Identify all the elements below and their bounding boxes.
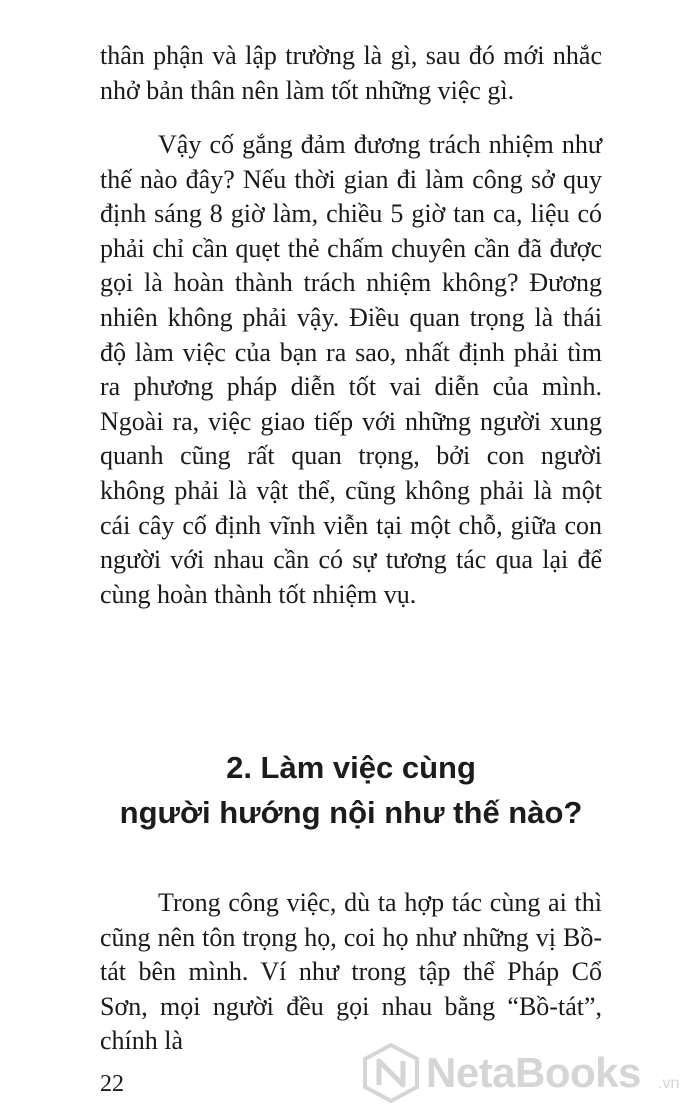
watermark-brand: NetaBooks [426, 1049, 641, 1096]
watermark-domain: .vn [658, 1075, 680, 1092]
paragraph-cooperation: Trong công việc, dù ta hợp tác cùng ai thì cũng nên tôn trọng họ, coi họ như những vị Bồ-tát bên mình. Ví như trong tập thể Pháp Cổ Sơn, mọi người đều gọi nhau bằng “Bồ-tát”, chính là [100, 888, 602, 1056]
page-number: 22 [100, 1071, 124, 1097]
netabooks-logo-icon [362, 1043, 420, 1103]
paragraph-continuation: thân phận và lập trường là gì, sau đó mới nhắc nhở bản thân nên làm tốt những việc gì. [100, 41, 602, 105]
section-heading-line-2: người hướng nội như thế nào? [119, 795, 583, 830]
paragraph-responsibility: Vậy cố gắng đảm đương trách nhiệm như thế nào đây? Nếu thời gian đi làm công sở quy định sáng 8 giờ làm, chiều 5 giờ tan ca, liệu có phải chỉ cần quẹt thẻ chấm chuyên cần đã được gọi là hoàn thành trách nhiệm không? Đương nhiên không phải vậy. Điều quan trọng là thái độ làm việc của bạn ra sao, nhất định phải tìm ra phương pháp diễn tốt vai diễn của mình. Ngoài ra, việc giao tiếp với những người xung quanh cũng rất quan trọng, bởi con người không phải là vật thể, cũng không phải là một cái cây cố định vĩnh viễn tại một chỗ, giữa con người với nhau cần có sự tương tác qua lại để cùng hoàn thành tốt nhiệm vụ. [100, 130, 602, 609]
watermark [362, 1043, 692, 1103]
section-heading [100, 745, 602, 835]
section-heading-line-1: 2. Làm việc cùng [226, 750, 476, 785]
